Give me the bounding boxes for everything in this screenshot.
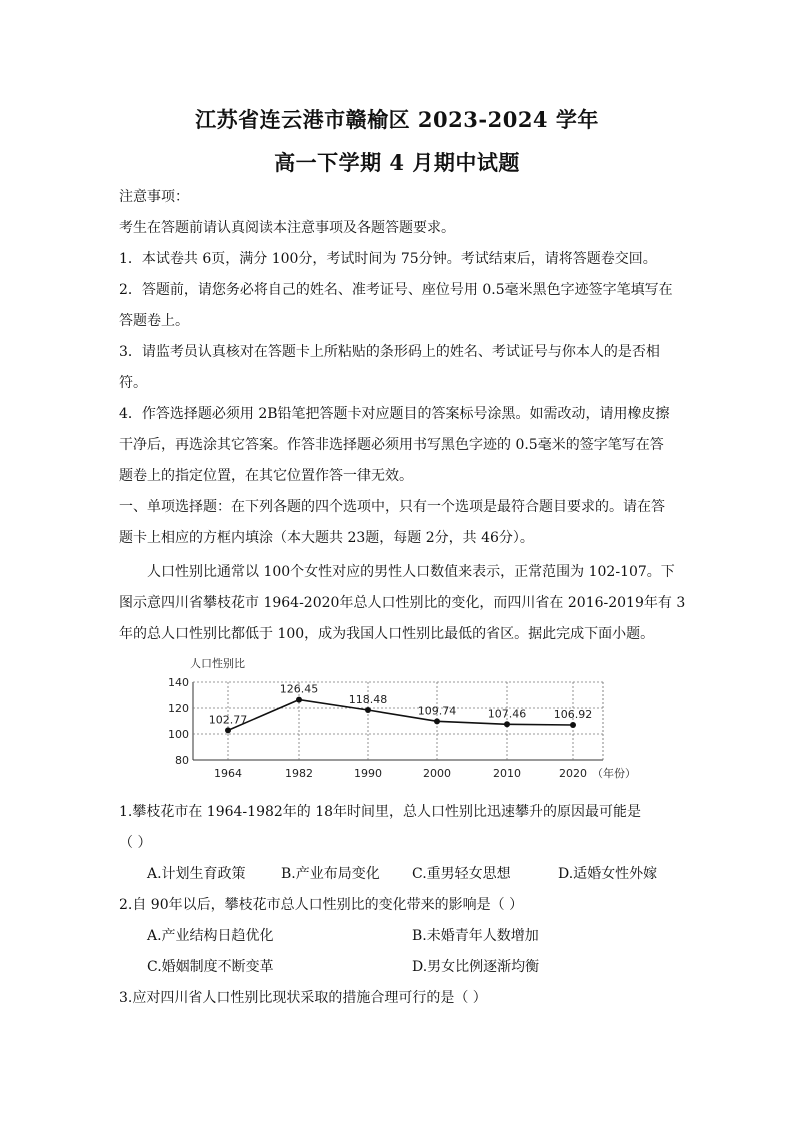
x-axis-unit: （年份）	[592, 767, 636, 780]
notice-heading: 注意事项：	[119, 189, 189, 205]
line-chart-svg	[160, 655, 640, 785]
data-label: 109.74	[417, 704, 457, 718]
data-label: 107.46	[487, 707, 527, 721]
x-tick-label: 2010	[493, 767, 521, 780]
chart-value-labels	[209, 683, 593, 727]
notice-item-4-cont2: 题卷上的指定位置，在其它位置作答一律无效。	[119, 468, 413, 484]
x-tick-label: 1982	[285, 767, 313, 780]
data-label: 106.92	[553, 708, 593, 722]
q2-option-b[interactable]: B.未婚青年人数增加	[412, 928, 539, 944]
y-tick-label: 140	[168, 676, 189, 689]
data-point	[434, 718, 440, 724]
data-label: 102.77	[208, 713, 248, 727]
q2-option-d[interactable]: D.男女比例逐渐均衡	[412, 959, 540, 975]
exam-subtitle: 高一下学期 4 月期中试题	[274, 150, 520, 175]
passage-line-3: 年的总人口性别比都低于 100，成为我国人口性别比最低的省区。据此完成下面小题。	[119, 626, 655, 642]
data-label: 118.48	[348, 692, 388, 706]
data-label: 126.45	[279, 682, 319, 696]
y-tick-label: 80	[175, 754, 189, 767]
q2-option-a[interactable]: A.产业结构日趋优化	[147, 928, 274, 944]
notice-item-2-cont: 答题卷上。	[119, 313, 189, 329]
chart-ticks	[168, 676, 587, 780]
x-tick-label: 1990	[354, 767, 382, 780]
data-point	[570, 722, 576, 728]
question-1-blank: （ ）	[119, 835, 152, 851]
passage-line-2: 图示意四川省攀枝花市 1964-2020年总人口性别比的变化，而四川省在 2016-2019年有 3	[119, 595, 686, 611]
exam-title: 江苏省连云港市赣榆区 2023-2024 学年	[195, 107, 599, 132]
q1-option-d[interactable]: D.适婚女性外嫁	[558, 866, 658, 882]
data-point	[296, 697, 302, 703]
y-axis-label: 人口性别比	[190, 657, 245, 670]
section-heading: 一、单项选择题：在下列各题的四个选项中，只有一个选项是最符合题目要求的。请在答	[119, 499, 665, 515]
passage-line-1: 人口性别比通常以 100个女性对应的男性人口数值来表示，正常范围为 102-107。下	[147, 564, 675, 580]
question-1: 1.攀枝花市在 1964-1982年的 18年时间里，总人口性别比迅速攀升的原因最可能是	[119, 804, 642, 820]
x-tick-label: 2000	[423, 767, 451, 780]
chart-grid	[193, 682, 603, 760]
data-point	[365, 707, 371, 713]
notice-item-3-cont: 符。	[119, 375, 147, 391]
notice-item-4: 4．作答选择题必须用 2B铅笔把答题卡对应题目的答案标号涂黑。如需改动，请用橡皮擦	[119, 406, 670, 422]
notice-item-3: 3．请监考员认真核对在答题卡上所粘贴的条形码上的姓名、考试证号与你本人的是否相	[119, 344, 660, 360]
q1-option-a[interactable]: A.计划生育政策	[147, 866, 246, 882]
data-point	[504, 721, 510, 727]
x-tick-label: 1964	[214, 767, 242, 780]
sex-ratio-chart	[160, 655, 640, 785]
y-tick-label: 100	[168, 728, 189, 741]
question-3: 3.应对四川省人口性别比现状采取的措施合理可行的是（ ）	[119, 990, 487, 1006]
notice-item-2: 2．答题前，请您务必将自己的姓名、准考证号、座位号用 0.5毫米黑色字迹签字笔填写在	[119, 282, 673, 298]
data-point	[225, 727, 231, 733]
x-tick-label: 2020	[559, 767, 587, 780]
q1-option-c[interactable]: C.重男轻女思想	[412, 866, 511, 882]
notice-item-1: 1．本试卷共 6页，满分 100分，考试时间为 75分钟。考试结束后，请将答题卷交回。	[119, 251, 657, 267]
q1-option-b[interactable]: B.产业布局变化	[281, 866, 380, 882]
q2-option-c[interactable]: C.婚姻制度不断变革	[147, 959, 274, 975]
y-tick-label: 120	[168, 702, 189, 715]
section-heading-cont: 题卡上相应的方框内填涂（本大题共 23题，每题 2分，共 46分）。	[119, 530, 534, 546]
notice-intro: 考生在答题前请认真阅读本注意事项及各题答题要求。	[119, 220, 455, 236]
notice-item-4-cont: 干净后，再选涂其它答案。作答非选择题必须用书写黑色字迹的 0.5毫米的签字笔写在答	[119, 437, 664, 453]
question-2: 2.自 90年以后，攀枝花市总人口性别比的变化带来的影响是（ ）	[119, 897, 524, 913]
